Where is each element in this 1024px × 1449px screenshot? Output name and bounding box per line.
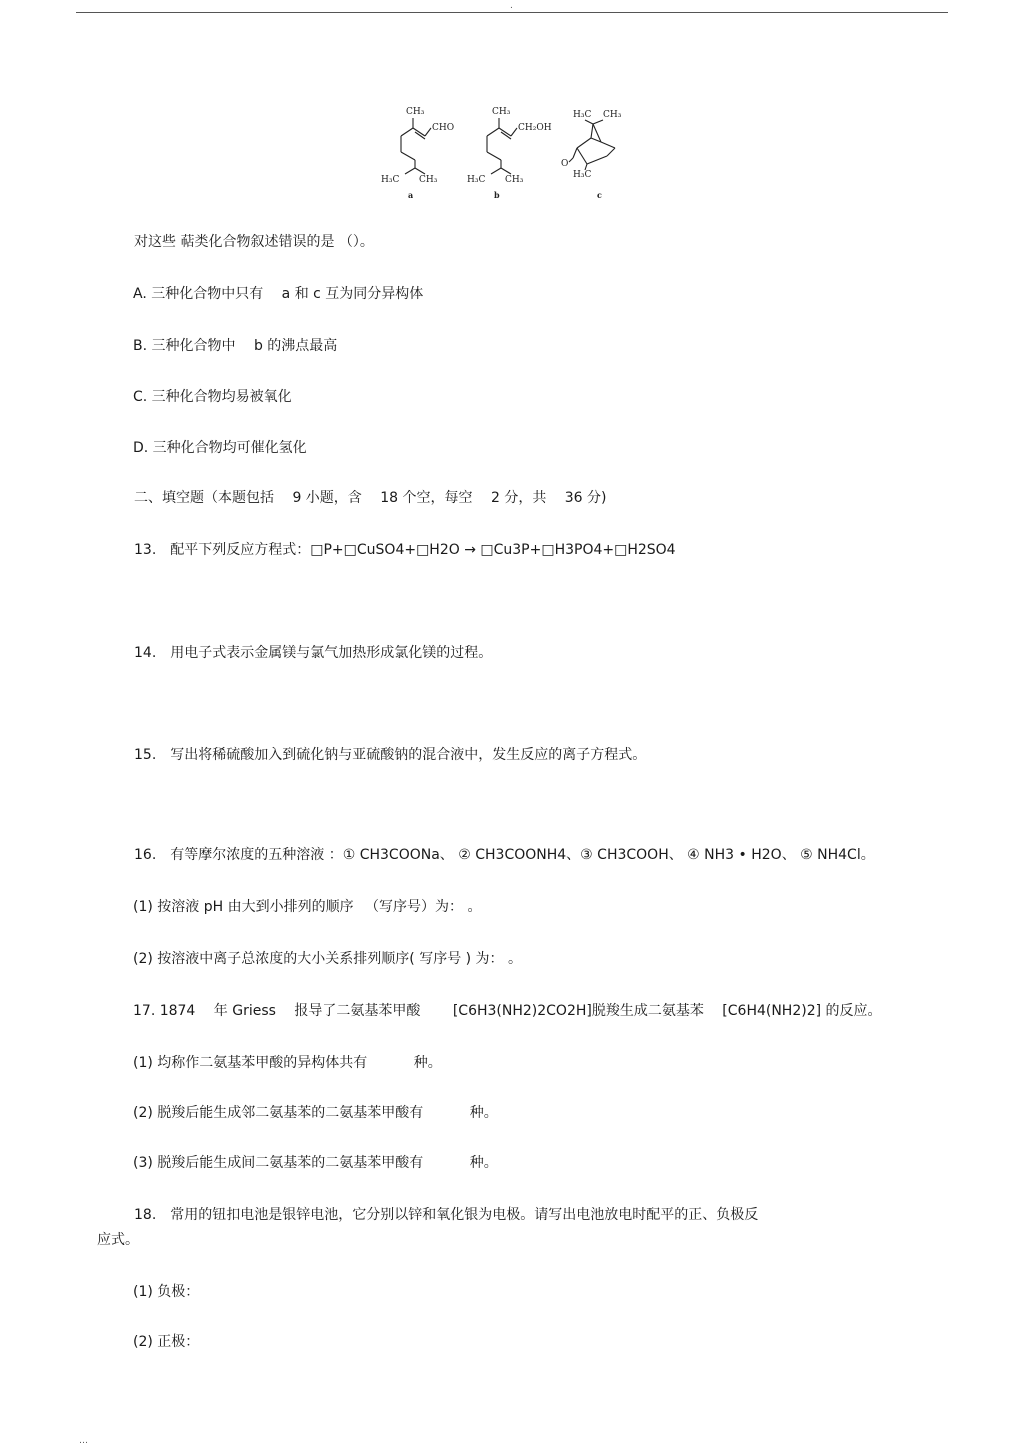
b-top-group: CH₃: [492, 107, 511, 117]
q13-text: 13. 配平下列反应方程式：□P+□CuSO4+□H2O → □Cu3P+□H3PO4+□H2SO4: [134, 542, 676, 558]
structure-b: [467, 107, 552, 200]
q17-sub-3: (3) 脱羧后能生成间二氨基苯的二氨基苯甲酸有 种。: [133, 1155, 498, 1171]
q17-sub-2: (2) 脱羧后能生成邻二氨基苯的二氨基苯甲酸有 种。: [133, 1105, 498, 1121]
q16-sub-1: (1) 按溶液 pH 由大到小排列的顺序 （写序号）为： 。: [133, 899, 482, 915]
q18-sub-2: (2) 正极：: [133, 1334, 200, 1350]
a-end-group: CHO: [432, 123, 455, 133]
q12-option-c: C. 三种化合物均易被氧化: [133, 389, 292, 405]
q14-text: 14. 用电子式表示金属镁与氯气加热形成氯化镁的过程。: [134, 645, 493, 661]
q12-option-b: B. 三种化合物中 b 的沸点最高: [133, 338, 338, 354]
a-top-group: CH₃: [406, 107, 425, 117]
c-label: c: [597, 190, 602, 200]
a-right-group: CH₃: [419, 175, 438, 185]
q17-sub-1: (1) 均称作二氨基苯甲酸的异构体共有 种。: [133, 1055, 442, 1071]
structure-a: [381, 107, 454, 200]
header-dot: .: [510, 1, 513, 11]
c-bottom-group: H₃C: [573, 170, 592, 180]
header-rule: [76, 12, 948, 13]
q15-text: 15. 写出将稀硫酸加入到硫化钠与亚硫酸钠的混合液中，发生反应的离子方程式。: [134, 747, 647, 763]
footer-mark: …: [79, 1436, 89, 1446]
q18-line-2: 应式。: [97, 1232, 139, 1248]
structure-c: [561, 110, 622, 200]
q12-option-d: D. 三种化合物均可催化氢化: [133, 440, 307, 456]
b-label: b: [494, 190, 500, 200]
q16-sub-2: (2) 按溶液中离子总浓度的大小关系排列顺序( 写序号 ) 为： 。: [133, 951, 523, 967]
c-top-right-group: CH₃: [603, 110, 622, 120]
b-right-group: CH₃: [505, 175, 524, 185]
a-label: a: [408, 190, 414, 200]
b-left-group: H₃C: [467, 175, 486, 185]
q18-sub-1: (1) 负极：: [133, 1284, 200, 1300]
a-left-group: H₃C: [381, 175, 400, 185]
q17-stem: 17. 1874 年 Griess 报导了二氨基苯甲酸 [C6H3(NH2)2CO2H]脱羧生成二氨基苯 [C6H4(NH2)2] 的反应。: [133, 1003, 882, 1019]
q18-line-1: 18. 常用的钮扣电池是银锌电池，它分别以锌和氧化银为电极。请写出电池放电时配平的正、负极反: [134, 1207, 759, 1223]
section-2-title: 二、填空题（本题包括 9 小题，含 18 个空，每空 2 分，共 36 分): [134, 490, 607, 506]
q16-stem: 16. 有等摩尔浓度的五种溶液 ：① CH3COONa、 ② CH3COONH4、③ CH3COOH、 ④ NH3 • H2O、 ⑤ NH4Cl。: [134, 847, 875, 863]
b-end-group: CH₂OH: [518, 123, 552, 133]
q12-stem: 对这些 萜类化合物叙述错误的是 （）。: [134, 234, 374, 250]
terpene-structures-figure: [375, 102, 645, 204]
q12-option-a: A. 三种化合物中只有 a 和 c 互为同分异构体: [133, 286, 424, 302]
c-top-left-group: H₃C: [573, 110, 592, 120]
c-oxygen: O: [561, 159, 569, 169]
